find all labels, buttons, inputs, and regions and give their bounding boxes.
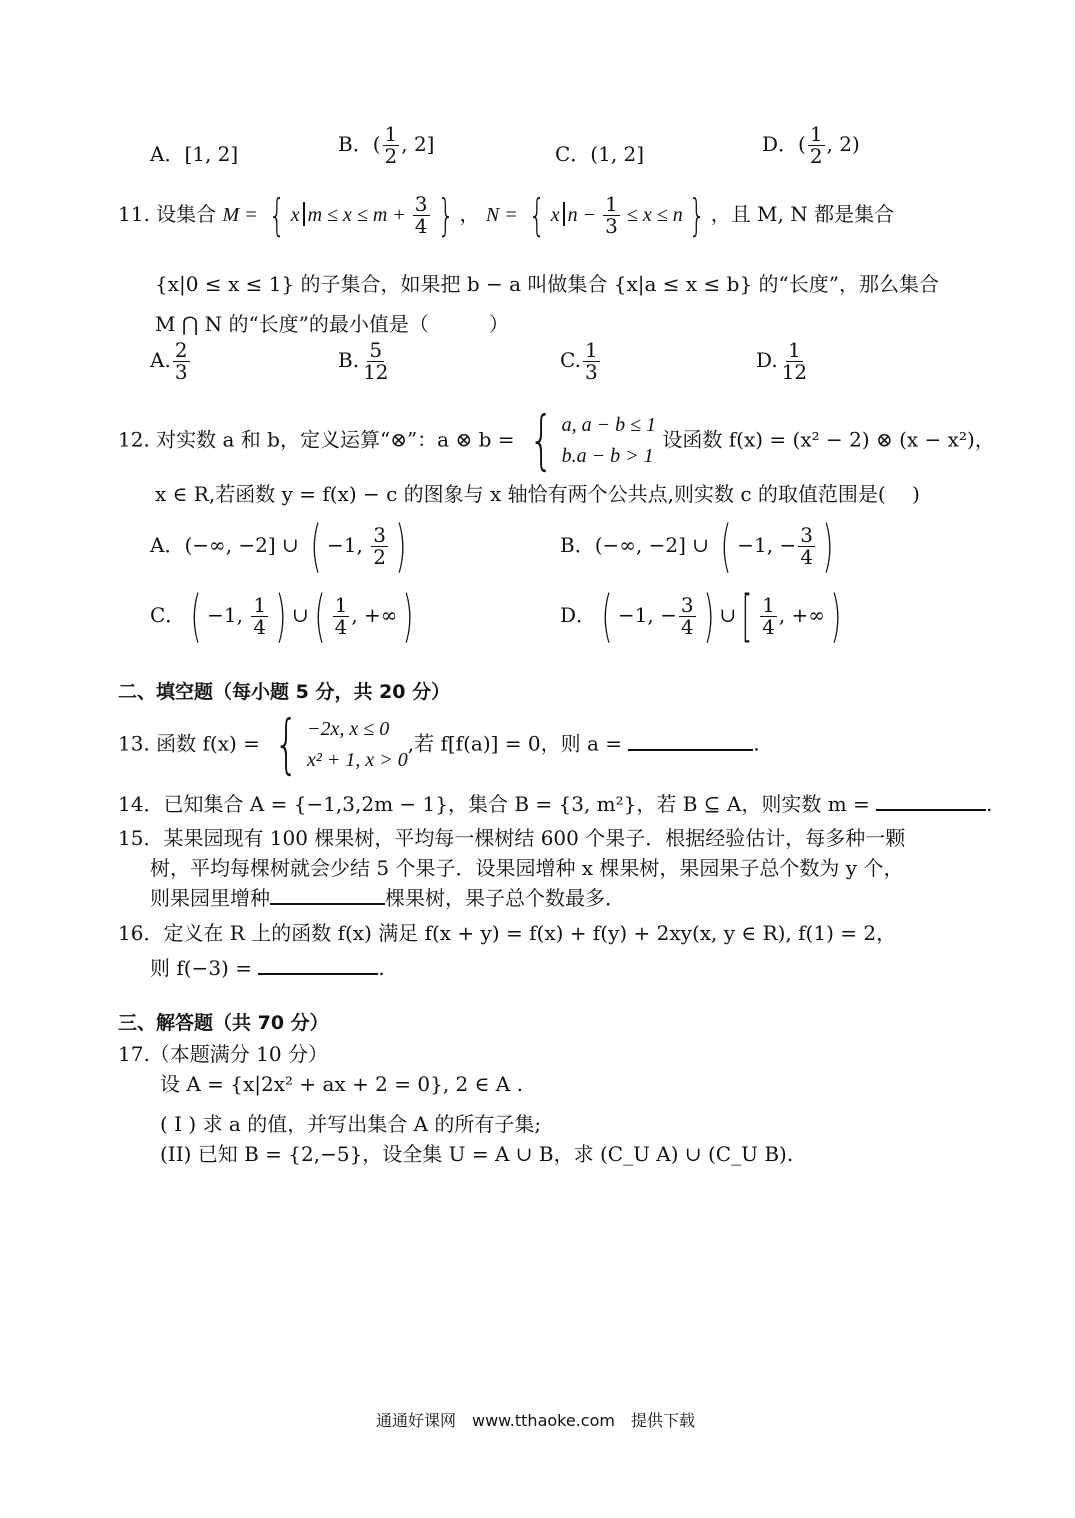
q12-line1: 12. 对实数 a 和 b，定义运算“⊗”：a ⊗ b = { a, a − b ≤ 1 b.a − b > 1 设函数 f(x) = (x² − 2) ⊗ (x − x²)， xyxy=(118,404,995,478)
q14-line: 14．已知集合 A = {−1,3,2m − 1}，集合 B = {3, m²}，若 B ⊆ A，则实数 m = . xyxy=(118,792,993,816)
q11-option-b: B. $\frac{5}{12}$ xyxy=(338,338,389,384)
q16-line1: 16．定义在 R 上的函数 f(x) 满足 f(x + y) = f(x) + f(y) + 2xy(x, y ∈ R), f(1) = 2， xyxy=(118,921,897,945)
q15-line3: 则果园里增种 棵果树，果子总个数最多． xyxy=(150,886,625,910)
q14-answer-blank[interactable] xyxy=(876,791,986,811)
q11-option-c: C. $\frac{1}{3}$ xyxy=(560,338,598,384)
q10-option-b: B．( $\frac{1}{2}$ , 2] xyxy=(338,122,435,168)
q12-line2: x ∈ R,若函数 y = f(x) − c 的图象与 x 轴恰有两个公共点,则实数 c 的取值范围是( ) xyxy=(155,482,920,506)
q11-option-d: D. $\frac{1}{12}$ xyxy=(756,338,808,384)
q15-answer-blank[interactable] xyxy=(270,885,385,905)
q11-option-a: A. $\frac{2}{3}$ xyxy=(150,338,188,384)
q13-answer-blank[interactable] xyxy=(628,731,753,751)
q15-line2: 树，平均每棵树就会少结 5 个果子．设果园增种 x 棵果树，果园果子总个数为 y 个， xyxy=(150,856,904,880)
q12-option-b: B．(−∞, −2] ∪ ( −1, − $\frac{3}{4}$ ) xyxy=(560,514,834,579)
q13-line: 13. 函数 f(x) = { −2x, x ≤ 0 x² + 1, x > 0 ,若 f[f(a)] = 0，则 a = . xyxy=(118,708,760,782)
q12-option-c: C．( −1, $\frac{1}{4}$ ) ∪( $\frac{1}{4}$ , +∞) xyxy=(150,584,414,649)
q10-option-c: C．(1, 2] xyxy=(555,142,645,166)
q16-line2: 则 f(−3) = . xyxy=(150,956,385,980)
q11-line2: {x|0 ≤ x ≤ 1} 的子集合，如果把 b − a 叫做集合 {x|a ≤ x ≤ b} 的“长度”，那么集合 xyxy=(155,272,939,296)
q11-line1: 11. 设集合 M = { x m ≤ x ≤ m + $\frac{3}{4}$ } ， N = { x n − $\frac{1}{3}$ ≤ x ≤ n } ，且 M, N 都是集合 xyxy=(118,190,895,241)
q12-option-d: D．( −1, − $\frac{3}{4}$ ) ∪[ $\frac{1}{4}$ , +∞) xyxy=(560,584,842,649)
q17-heading: 17.（本题满分 10 分） xyxy=(118,1042,328,1066)
section-3-heading: 三、解答题（共 70 分） xyxy=(118,1012,329,1034)
q17-part2: (II) 已知 B = {2,−5}，设全集 U = A ∪ B，求 (C_U A) ∪ (C_U B). xyxy=(160,1142,794,1166)
q12-option-a: A．(−∞, −2] ∪ ( −1, $\frac{3}{2}$ ) xyxy=(150,514,407,579)
q17-part1: ( I ) 求 a 的值，并写出集合 A 的所有子集; xyxy=(160,1112,542,1136)
section-2-heading: 二、填空题（每小题 5 分，共 20 分） xyxy=(118,681,451,703)
q16-answer-blank[interactable] xyxy=(258,955,378,975)
q10-option-a: A．[1, 2] xyxy=(150,142,239,166)
q10-option-d: D．( $\frac{1}{2}$ , 2) xyxy=(762,122,860,168)
q15-line1: 15．某果园现有 100 棵果树，平均每一棵树结 600 个果子．根据经验估计，每多种一颗 xyxy=(118,826,906,850)
q11-line3: M ⋂ N 的“长度”的最小值是（ ） xyxy=(155,312,509,336)
page-footer: 通通好课网 www.tthaoke.com 提供下载 xyxy=(376,1411,695,1430)
q17-line1: 设 A = {x|2x² + ax + 2 = 0}, 2 ∈ A . xyxy=(160,1072,523,1096)
